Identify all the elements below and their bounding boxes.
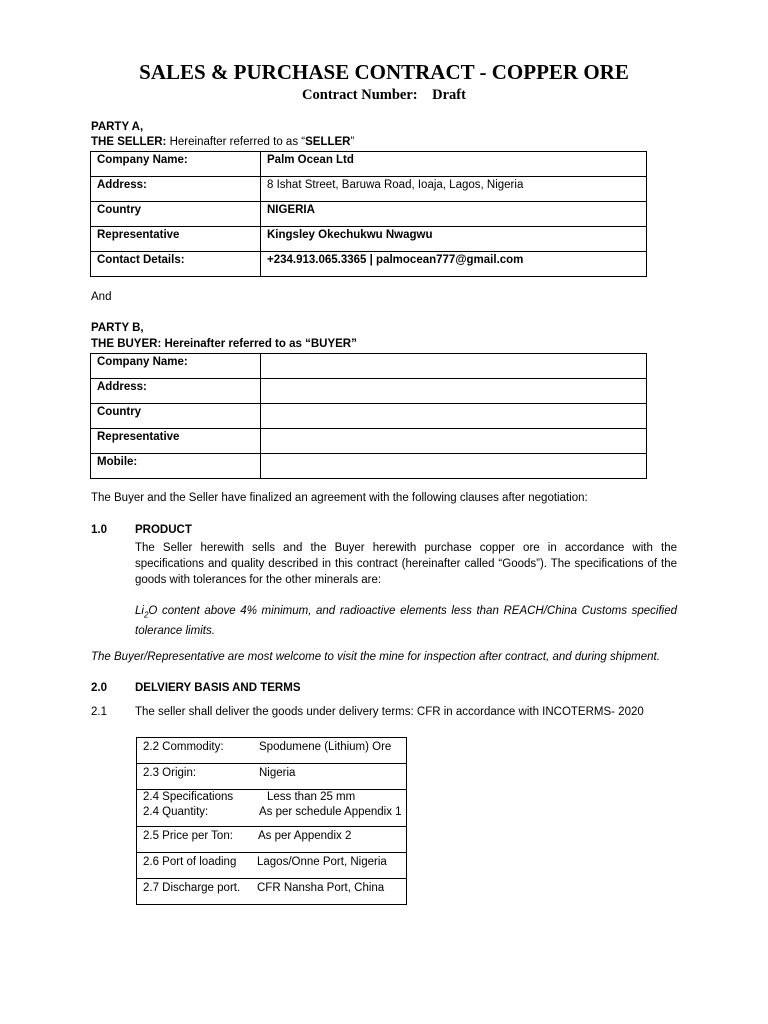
terms-spec-quantity-cell [137,790,407,827]
terms-commodity-value: Spodumene (Lithium) Ore [259,741,392,753]
contract-number-line [0,87,768,104]
terms-price-value: As per Appendix 2 [258,830,352,842]
terms-loading-cell [137,853,407,879]
section-1-spec [135,603,677,639]
document-title: SALES & PURCHASE CONTRACT - COPPER ORE [139,60,629,84]
table-row [91,202,647,227]
clause-2-1-number: 2.1 [91,706,107,718]
table-row [91,177,647,202]
buyer-value-address [261,379,647,404]
buyer-value-company [261,354,647,379]
terms-specs-label: 2.4 Specifications [143,791,234,803]
spec-rest: O content above 4% minimum, and radioactive elements less than REACH/China Customs specified tolerance limits. [135,605,677,638]
terms-quantity-value: As per schedule Appendix 1 [259,806,402,818]
spec-subscript: 2 [143,610,149,620]
table-row [91,152,647,177]
table-row [91,404,647,429]
buyer-label-country: Country [91,404,261,429]
terms-origin-cell [137,764,407,790]
seller-label-representative: Representative [91,227,261,252]
party-a-role [91,136,354,148]
table-row [91,379,647,404]
spec-prefix: Li [135,605,144,617]
buyer-value-mobile [261,454,647,479]
section-1-body: The Seller herewith sells and the Buyer herewith purchase copper ore in accordance with the specifications and quality described in this contract (hereinafter called “Goods”). The specifications of the goods with tolerances for the other minerals are: [135,542,677,586]
party-b-heading: PARTY B, [91,322,144,334]
clause-2-1-text: The seller shall deliver the goods under delivery terms: CFR in accordance with INCOTERMS- 2020 [135,706,644,718]
seller-label-address: Address: [91,177,261,202]
section-1-number: 1.0 [91,524,107,536]
table-row [137,827,407,853]
table-row [91,227,647,252]
buyer-value-country [261,404,647,429]
party-a-role-close: ” [350,136,355,148]
table-row [137,764,407,790]
terms-discharge-cell [137,879,407,905]
table-row [91,454,647,479]
table-row [137,853,407,879]
buyer-label-address: Address: [91,379,261,404]
visit-note: The Buyer/Representative are most welcome to visit the mine for inspection after contract, and during shipment. [91,651,660,663]
table-row [91,429,647,454]
party-b-role: THE BUYER: Hereinafter referred to as “BUYER” [91,338,357,350]
buyer-label-mobile: Mobile: [91,454,261,479]
seller-value-address: 8 Ishat Street, Baruwa Road, Ioaja, Lagos, Nigeria [261,177,647,202]
table-row [137,738,407,764]
terms-price-label: 2.5 Price per Ton: [143,830,233,842]
terms-spec-line [143,790,400,805]
party-a-role-name: SELLER [305,136,351,148]
section-2-heading: DELVIERY BASIS AND TERMS [135,682,301,694]
party-a-role-label: THE SELLER: [91,136,167,148]
table-row [91,354,647,379]
buyer-value-representative [261,429,647,454]
delivery-terms-table [136,737,407,905]
table-row [91,252,647,277]
party-a-role-text: Hereinafter referred to as “ [169,136,306,148]
terms-loading-label: 2.6 Port of loading [143,856,237,868]
and-text: And [91,291,112,303]
terms-price-cell [137,827,407,853]
terms-discharge-value: CFR Nansha Port, China [257,882,385,894]
terms-discharge-label: 2.7 Discharge port. [143,882,241,894]
contract-number-label: Contract Number: [302,87,418,103]
seller-label-company: Company Name: [91,152,261,177]
seller-value-company: Palm Ocean Ltd [261,152,647,177]
buyer-details-table [90,353,647,479]
section-1-heading: PRODUCT [135,524,192,536]
agreement-intro: The Buyer and the Seller have finalized an agreement with the following clauses after negotiation: [91,492,588,504]
contract-number-value: Draft [432,87,466,103]
terms-quantity-label: 2.4 Quantity: [143,806,209,818]
terms-quantity-line [143,805,400,820]
seller-label-country: Country [91,202,261,227]
seller-value-representative: Kingsley Okechukwu Nwagwu [261,227,647,252]
seller-value-contact: +234.913.065.3365 | palmocean777@gmail.com [261,252,647,277]
terms-commodity-label: 2.2 Commodity: [143,741,224,753]
table-row [137,879,407,905]
terms-origin-label: 2.3 Origin: [143,767,197,779]
buyer-label-representative: Representative [91,429,261,454]
terms-specs-value: Less than 25 mm [267,791,356,803]
table-row [137,790,407,827]
seller-value-country: NIGERIA [261,202,647,227]
seller-details-table [90,151,647,277]
terms-loading-value: Lagos/Onne Port, Nigeria [257,856,387,868]
terms-commodity-cell [137,738,407,764]
seller-label-contact: Contact Details: [91,252,261,277]
buyer-label-company: Company Name: [91,354,261,379]
party-a-heading: PARTY A, [91,121,144,133]
section-2-number: 2.0 [91,682,107,694]
terms-origin-value: Nigeria [259,767,296,779]
